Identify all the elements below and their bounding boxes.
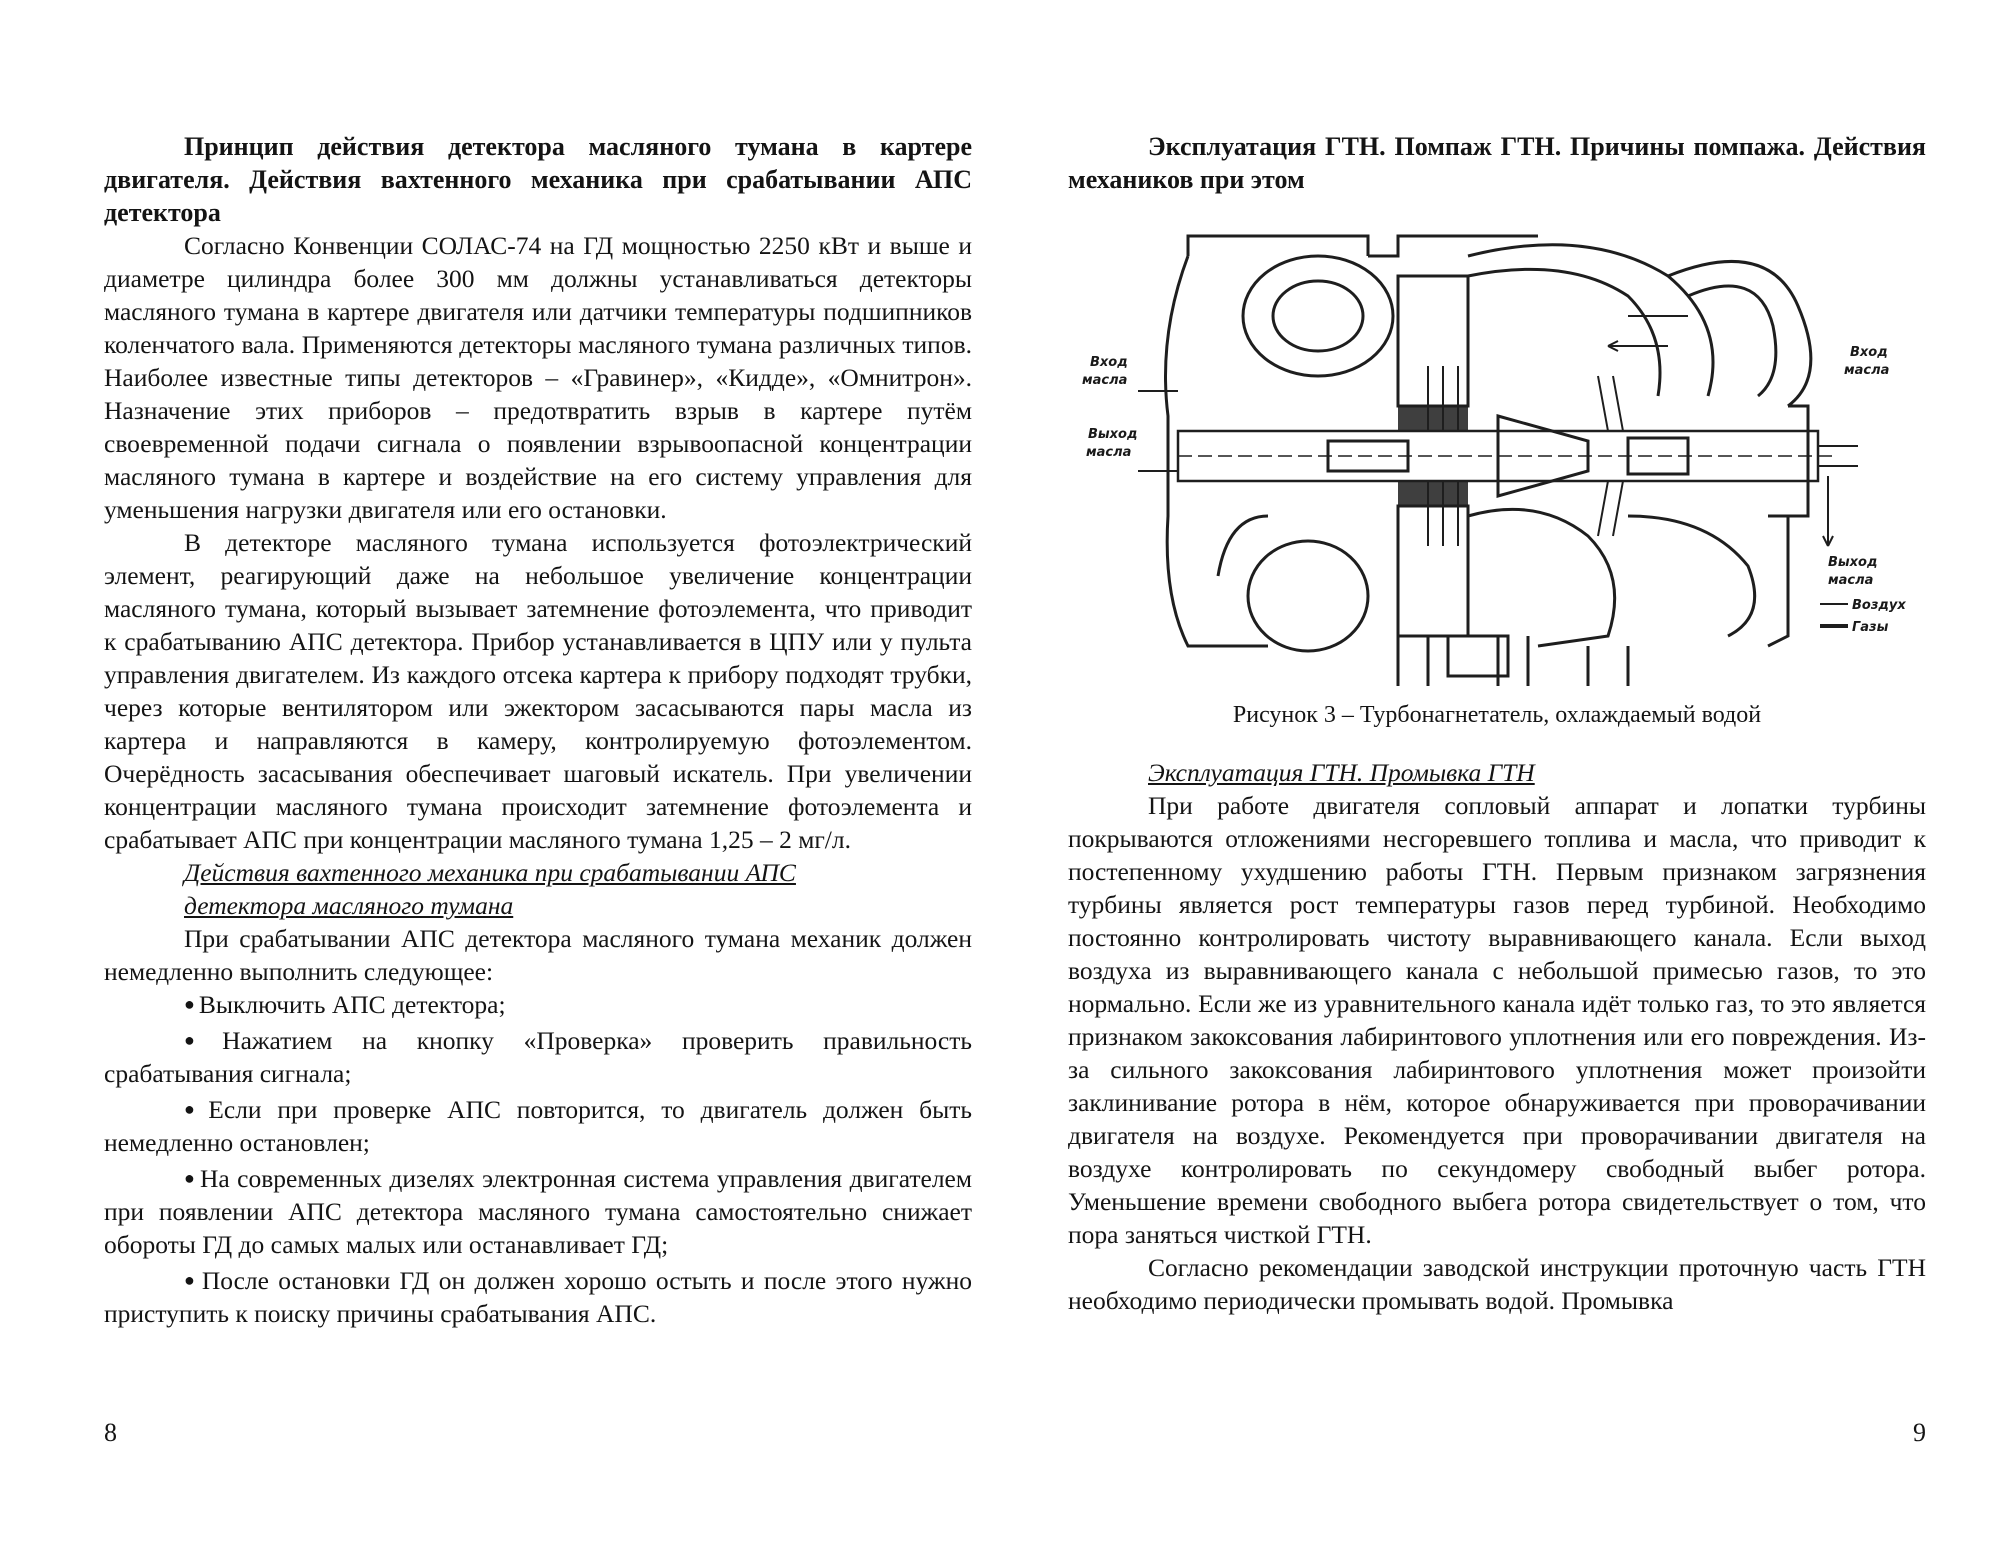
oil-outlet-label-left: Выход <box>1088 427 1138 442</box>
page-number: 9 <box>1913 1418 1926 1447</box>
list-item: ● Если при проверке АПС повторится, то двигатель должен быть немедленно остановлен; <box>104 1095 972 1157</box>
legend-air-label: Воздух <box>1852 598 1906 613</box>
left-paragraph: Согласно Конвенции СОЛАС-74 на ГД мощностью 2250 кВт и выше и диаметре цилиндра более 300 мм должны устанавливаться детекторы масляного тумана в картере двигателя или датчики температуры подшипников коленчатого вала. Применяются детекторы масляного тумана различных типов. Наиболее известные типы детекторов – «Гравинер», «Кидде», «Омнитрон». Назначение этих приборов – предотвратить взрыв в картере путём своевременной подачи сигнала о появлении взрывоопасной концентрации масляного тумана в картере и воздействие на его систему управления для уменьшения нагрузки двигателя или его остановки. <box>104 231 972 524</box>
actions-intro: При срабатывании АПС детектора масляного тумана механик должен немедленно выполнить следующее: <box>104 924 972 986</box>
left-paragraph: В детекторе масляного тумана используется фотоэлектрический элемент, реагирующий даже на небольшое увеличение концентрации масляного тумана, который вызывает затемнение фотоэлемента, что приводит к срабатыванию АПС детектора. Прибор устанавливается в ЦПУ или у пульта управления двигателем. Из каждого отсека картера к прибору подходят трубки, через которые вентилятором или эжектором засасываются пары масла из картера и направляются в камеру, контролируемую фотоэлементом. Очерёдность засасывания обеспечивает шаговый искатель. При увеличении концентрации масляного тумана происходит затемнение фотоэлемента и срабатывает АПС при концентрации масляного тумана 1,25 – 2 мг/л. <box>104 528 972 854</box>
actions-list <box>104 988 972 1330</box>
list-item: ● Выключить АПС детектора; <box>184 990 506 1019</box>
bullet-icon: ● <box>184 1168 196 1188</box>
legend-gas-label: Газы <box>1852 620 1889 635</box>
watch-engineer-actions-subheading <box>104 856 972 922</box>
list-item: ● После остановки ГД он должен хорошо остыть и после этого нужно приступить к поиску причины срабатывания АПС. <box>104 1266 973 1328</box>
turbocharger-drawing <box>1068 216 1926 696</box>
oil-outlet-label-right: Выход <box>1828 555 1878 570</box>
subheading-line: детектора масляного тумана <box>184 891 514 920</box>
bullet-icon: ● <box>184 1099 205 1119</box>
left-section-heading: Принцип действия детектора масляного тумана в картере двигателя. Действия вахтенного механика при срабатывании АПС детектора <box>104 132 972 227</box>
oil-inlet-label-right: Вход <box>1850 345 1888 360</box>
list-item: ● На современных дизелях электронная система управления двигателем при появлении АПС детектора масляного тумана самостоятельно снижает обороты ГД до самых малых или останавливает ГД; <box>104 1164 972 1259</box>
bullet-icon: ● <box>184 994 195 1014</box>
bullet-icon: ● <box>184 1270 198 1290</box>
right-text-column <box>1068 130 1926 1317</box>
oil-inlet-label-right: масла <box>1844 363 1890 378</box>
bullet-icon: ● <box>184 1030 219 1050</box>
page-number: 8 <box>104 1418 117 1447</box>
right-section-heading: Эксплуатация ГТН. Помпаж ГТН. Причины помпажа. Действия механиков при этом <box>1068 132 1926 194</box>
turbocharger-figure <box>1068 216 1926 696</box>
left-text-column <box>104 130 972 1333</box>
oil-inlet-label-left: масла <box>1082 373 1128 388</box>
oil-inlet-label-left: Вход <box>1090 355 1128 370</box>
list-item: ● Нажатием на кнопку «Проверка» проверить правильность срабатывания сигнала; <box>104 1026 973 1088</box>
right-paragraph: При работе двигателя сопловый аппарат и лопатки турбины покрываются отложениями несгоревшего топлива и масла, что приводит к постепенному ухудшению работы ГТН. Первым признаком загрязнения турбины является рост температуры газов перед турбиной. Необходимо постоянно контролировать чистоту выравнивающего канала. Если выход воздуха из выравнивающего канала с небольшой примесью газов, то это нормально. Если же из уравнительного канала идёт только газ, то это является признаком закоксования лабиринтового уплотнения или его повреждения. Из-за сильного закоксования лабиринтового уплотнения может произойти заклинивание ротора в нём, которое обнаруживается при проворачивании двигателя на воздухе. Рекомендуется при проворачивании двигателя на воздухе контролировать по секундомеру свободный выбег ротора. Уменьшение времени свободного выбега ротора свидетельствует о том, что пора заняться чисткой ГТН. <box>1068 791 1926 1249</box>
oil-outlet-label-left: масла <box>1086 445 1132 460</box>
subheading-line: Действия вахтенного механика при срабатывании АПС <box>184 858 796 887</box>
oil-outlet-label-right: масла <box>1828 573 1874 588</box>
right-page <box>1000 0 2000 1560</box>
figure-caption: Рисунок 3 – Турбонагнетатель, охлаждаемый водой <box>1232 702 1762 728</box>
gtn-washing-subheading: Эксплуатация ГТН. Промывка ГТН <box>1148 758 1535 787</box>
right-paragraph: Согласно рекомендации заводской инструкции проточную часть ГТН необходимо периодически промывать водой. Промывка <box>1068 1253 1926 1315</box>
